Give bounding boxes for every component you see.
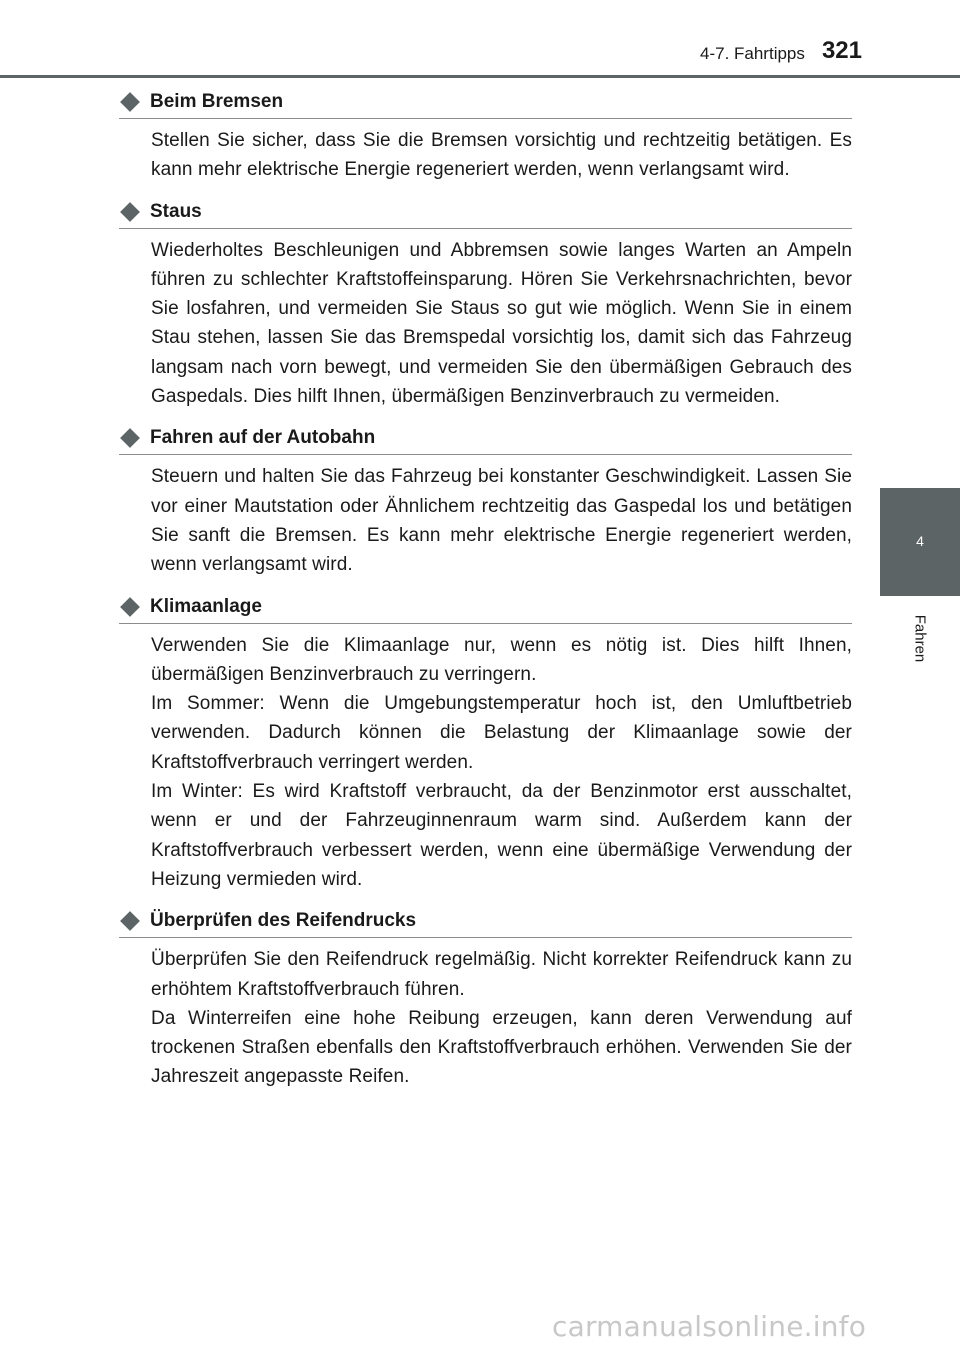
- diamond-bullet-icon: [120, 597, 140, 617]
- chapter-label: [880, 606, 960, 670]
- section-heading: [119, 591, 852, 624]
- paragraph: Im Sommer: Wenn die Umgebungstemperatur hoch ist, den Umluftbetrieb verwenden. Dadurch können die Belastung der Klimaanlage sowie der Kraftstoffverbrauch verringert werden.: [151, 693, 852, 773]
- chapter-number: 4: [916, 533, 924, 549]
- diamond-bullet-icon: [120, 202, 140, 222]
- section-heading-text: Fahren auf der Autobahn: [150, 427, 376, 449]
- page-content: [119, 86, 852, 1103]
- paragraph: Verwenden Sie die Klimaanlage nur, wenn es nötig ist. Dies hilft Ihnen, übermäßigen Benzinverbrauch zu verringern.: [151, 634, 852, 685]
- paragraph: Da Winterreifen eine hohe Reibung erzeugen, kann deren Verwendung auf trockenen Straßen ebenfalls den Kraftstoffverbrauch erhöhen. Verwenden Sie der Jahreszeit angepasste Reifen.: [151, 1007, 852, 1088]
- section-heading-text: Staus: [150, 200, 202, 222]
- section-beim-bremsen: [119, 86, 852, 189]
- section-klimaanlage: [119, 591, 852, 899]
- section-heading: [119, 86, 852, 119]
- diamond-bullet-icon: [120, 92, 140, 112]
- section-autobahn: [119, 422, 852, 583]
- chapter-label-text: Fahren: [911, 614, 929, 662]
- page-number: 321: [821, 37, 862, 64]
- section-heading: [119, 196, 852, 229]
- section-heading-text: Überprüfen des Reifendrucks: [150, 910, 417, 932]
- section-heading-text: Beim Bremsen: [150, 91, 284, 112]
- paragraph: Steuern und halten Sie das Fahrzeug bei konstanter Geschwindigkeit. Lassen Sie vor einer Mautstation oder Ähnlichem rechtzeitig das Gaspedal los und betätigen Sie sanft die Bremsen. Es kann mehr elektrische Energie regeneriert werden, wenn verlangsamt wird.: [151, 466, 852, 576]
- header-rule: [0, 75, 960, 78]
- paragraph: Stellen Sie sicher, dass Sie die Bremsen vorsichtig und rechtzeitig betätigen. Es kann mehr elektrische Energie regeneriert werden, wenn verlangsamt wird.: [151, 130, 852, 181]
- section-reifendruck: [119, 905, 852, 1095]
- section-heading-text: Klimaanlage: [150, 595, 262, 617]
- section-body: [119, 455, 852, 583]
- section-body: [119, 229, 852, 416]
- paragraph: Wiederholtes Beschleunigen und Abbremsen sowie langes Warten an Ampeln führen zu schlechter Kraftstoffeinsparung. Hören Sie Verkehrsnachrichten, bevor Sie losfahren, und vermeiden Sie Staus so gut wie möglich. Wenn Sie in einem Stau stehen, lassen Sie das Bremspedal vorsichtig los, damit sich das Fahrzeug langsam nach vorn bewegt, und vermeiden Sie den übermäßigen Gebrauch des Gaspedals. Dies hilft Ihnen, übermäßigen Benzinverbrauch zu vermeiden.: [151, 239, 852, 408]
- section-title: 4-7. Fahrtipps: [700, 44, 805, 63]
- section-heading: [119, 905, 852, 938]
- section-body: [119, 938, 852, 1095]
- section-staus: [119, 196, 852, 416]
- section-body: [119, 624, 852, 899]
- diamond-bullet-icon: [120, 428, 140, 448]
- watermark: carmanualsonline.info: [552, 1310, 867, 1343]
- section-heading: [119, 422, 852, 455]
- paragraph: Im Winter: Es wird Kraftstoff verbraucht, da der Benzinmotor erst ausschaltet, wenn er und der Fahrzeuginnenraum warm sind. Außerdem kann der Kraftstoffverbrauch verbessert werden, wenn eine übermäßige Verwendung der Heizung vermieden wird.: [151, 781, 852, 890]
- diamond-bullet-icon: [120, 911, 140, 931]
- paragraph: Überprüfen Sie den Reifendruck regelmäßig. Nicht korrekter Reifendruck kann zu erhöhtem Kraftstoffverbrauch führen.: [151, 949, 852, 1000]
- section-body: [119, 119, 852, 189]
